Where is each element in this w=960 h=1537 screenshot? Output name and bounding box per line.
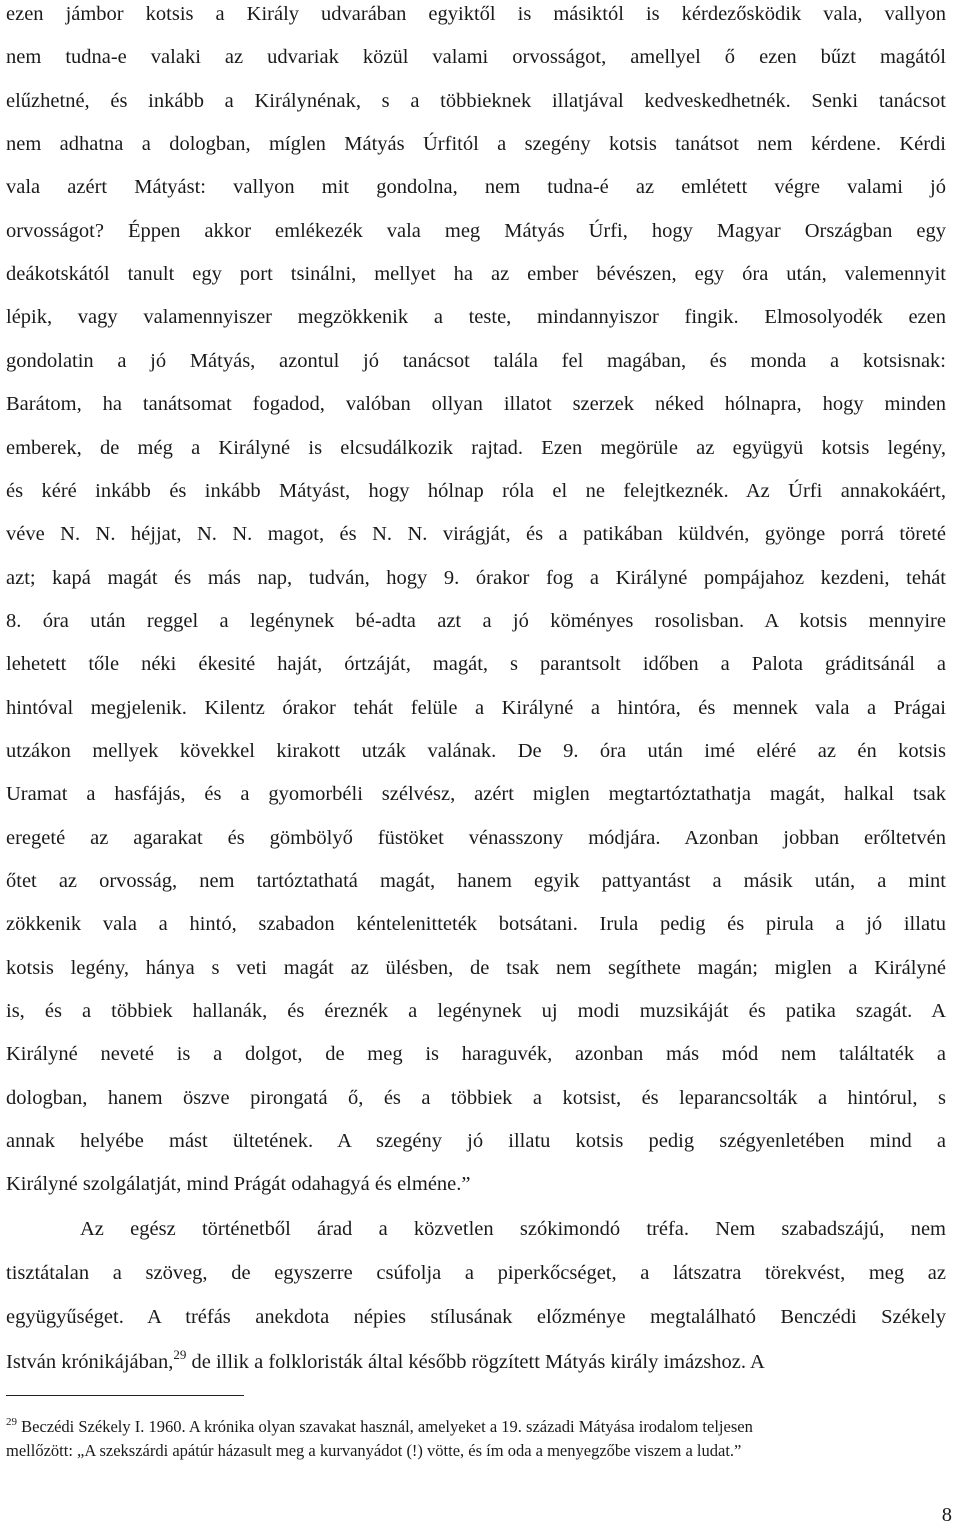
- body-line: hintóval megjelenik. Kilentz órakor tehát felüle a Királyné a hintóra, és mennek vala a Prágai: [6, 696, 946, 719]
- footnote-number: 29: [6, 1416, 17, 1428]
- body-line: zökkenik vala a hintó, szabadon kéntelenitteték botsátani. Irula pedig és pirula a jó illatu: [6, 913, 946, 936]
- body-line: lehetett tőle néki ékesité haját, órtzáját, magát, s parantsolt időben a Palota gráditsánál a: [6, 653, 946, 676]
- footnote-line-1: [6, 1417, 956, 1439]
- page-number: 8: [941, 1504, 952, 1526]
- body-line: annak helyébe mást ültetének. A szegény jó illatu kotsis pedig szégyenletében mind a: [6, 1130, 946, 1153]
- paragraph-line-with-footnote-ref: [6, 1347, 946, 1376]
- body-line: azt; kapá magát és más nap, tudván, hogy 9. órakor fog a Királyné pompájahoz kezdeni, tehát: [6, 566, 946, 589]
- body-line: eregeté az agarakat és gömbölyő füstöket vénasszony módjára. Azonban jobban erőltetvén: [6, 826, 946, 849]
- footnote-line-2: [6, 1441, 956, 1461]
- body-line: és kéré inkább és inkább Mátyást, hogy hólnap róla el ne felejtkeznék. Az Úrfi annakokáért,: [6, 479, 946, 502]
- body-line: gondolatin a jó Mátyás, azontul jó tanácsot talála fel magában, és monda a kotsisnak:: [6, 349, 946, 372]
- body-line: ezen jámbor kotsis a Király udvarában egyiktől is másiktól is kérdezősködik vala, vallyon: [6, 3, 946, 25]
- body-line: deákotskától tanult egy port tsinálni, mellyet ha az ember bévészen, egy óra után, valemennyit: [6, 263, 946, 286]
- body-line: nem tudna-e valaki az udvariak közül valami orvosságot, amellyel ő ezen bűzt magától: [6, 46, 946, 69]
- body-line: véve N. N. héjjat, N. N. magot, és N. N. virágját, és a patikában küldvén, gyönge porrá töreté: [6, 523, 946, 546]
- body-line: őtet az orvosság, nem tartóztathatá magát, hanem egyik pattyantást a másik után, a mint: [6, 870, 946, 892]
- footnote-text: Beczédi Székely I. 1960. A krónika olyan szavakat használ, amelyeket a 19. századi Mátyása irodalom teljesen: [17, 1417, 753, 1436]
- body-line: lépik, vagy valamennyiszer megzökkenik a teste, mindannyiszor fingik. Elmosolyodék ezen: [6, 306, 946, 329]
- footnote-reference[interactable]: 29: [173, 1347, 187, 1362]
- body-line: Barátom, ha tanátsomat fogadod, valóban ollyan illatot szerzek néked hólnapra, hogy minden: [6, 393, 946, 416]
- body-line: 8. óra után reggel a legénynek bé-adta azt a jó köményes rosolisban. A kotsis mennyire: [6, 609, 946, 632]
- body-line: Uramat a hasfájás, és a gyomorbéli szélvész, azért miglen megtartóztathatja magát, halkal tsak: [6, 783, 946, 806]
- body-line: nem adhatna a dologban, míglen Mátyás Úrfitól a szegény kotsis tanátsot nem kérdene. Kérdi: [6, 133, 946, 156]
- paragraph-line: tisztátalan a szöveg, de egyszerre csúfolja a piperkőcséget, a látszatra törekvést, meg az: [6, 1262, 946, 1284]
- body-line: dologban, hanem öszve pirongatá ő, és a többiek a kotsist, és leparancsolták a hintórul, s: [6, 1086, 946, 1109]
- body-line: elűzhetné, és inkább a Királynénak, s a többieknek illatjával kedveskedhetnék. Senki tanácsot: [6, 89, 946, 112]
- footnote-separator: [6, 1395, 244, 1396]
- body-line: utzákon mellyek kövekkel kirakott utzák valának. De 9. óra után imé eléré az én kotsis: [6, 739, 946, 762]
- body-line: is, és a többiek hallanák, és éreznék a legénynek uj modi muzsikáját és patika szagát. A: [6, 1000, 946, 1023]
- body-line: emberek, de még a Királyné is elcsudálkozik rajtad. Ezen megörüle az együgyü kotsis legény,: [6, 436, 946, 459]
- text-span: István krónikájában,: [6, 1351, 174, 1373]
- body-line: vala azért Mátyást: vallyon mit gondolna, nem tudna-é az emlétett végre valami jó: [6, 176, 946, 199]
- paragraph-line: Az egész történetből árad a közvetlen szókimondó tréfa. Nem szabadszájú, nem: [80, 1218, 946, 1240]
- body-line: Királyné neveté is a dolgot, de meg is haraguvék, azonban más mód nem találtaték a: [6, 1043, 946, 1066]
- body-line: Királyné szolgálatját, mind Prágát odahagyá és elméne.”: [6, 1173, 471, 1196]
- body-line: orvosságot? Éppen akkor emlékezék vala meg Mátyás Úrfi, hogy Magyar Országban egy: [6, 219, 946, 242]
- footnote-text: mellőzött: „A szekszárdi apátúr házasult meg a kurvanyádot (!) vötte, és ím oda a menyegzőbe viszem a ludat.”: [6, 1441, 742, 1460]
- body-line: kotsis legény, hánya s veti magát az ülésben, de tsak nem segíthete magán; miglen a Királyné: [6, 956, 946, 979]
- paragraph-line: együgyűséget. A tréfás anekdota népies stílusának előzménye megtalálható Benczédi Székely: [6, 1306, 946, 1328]
- text-span: de illik a folkloristák által később rögzített Mátyás király imázshoz. A: [186, 1351, 765, 1373]
